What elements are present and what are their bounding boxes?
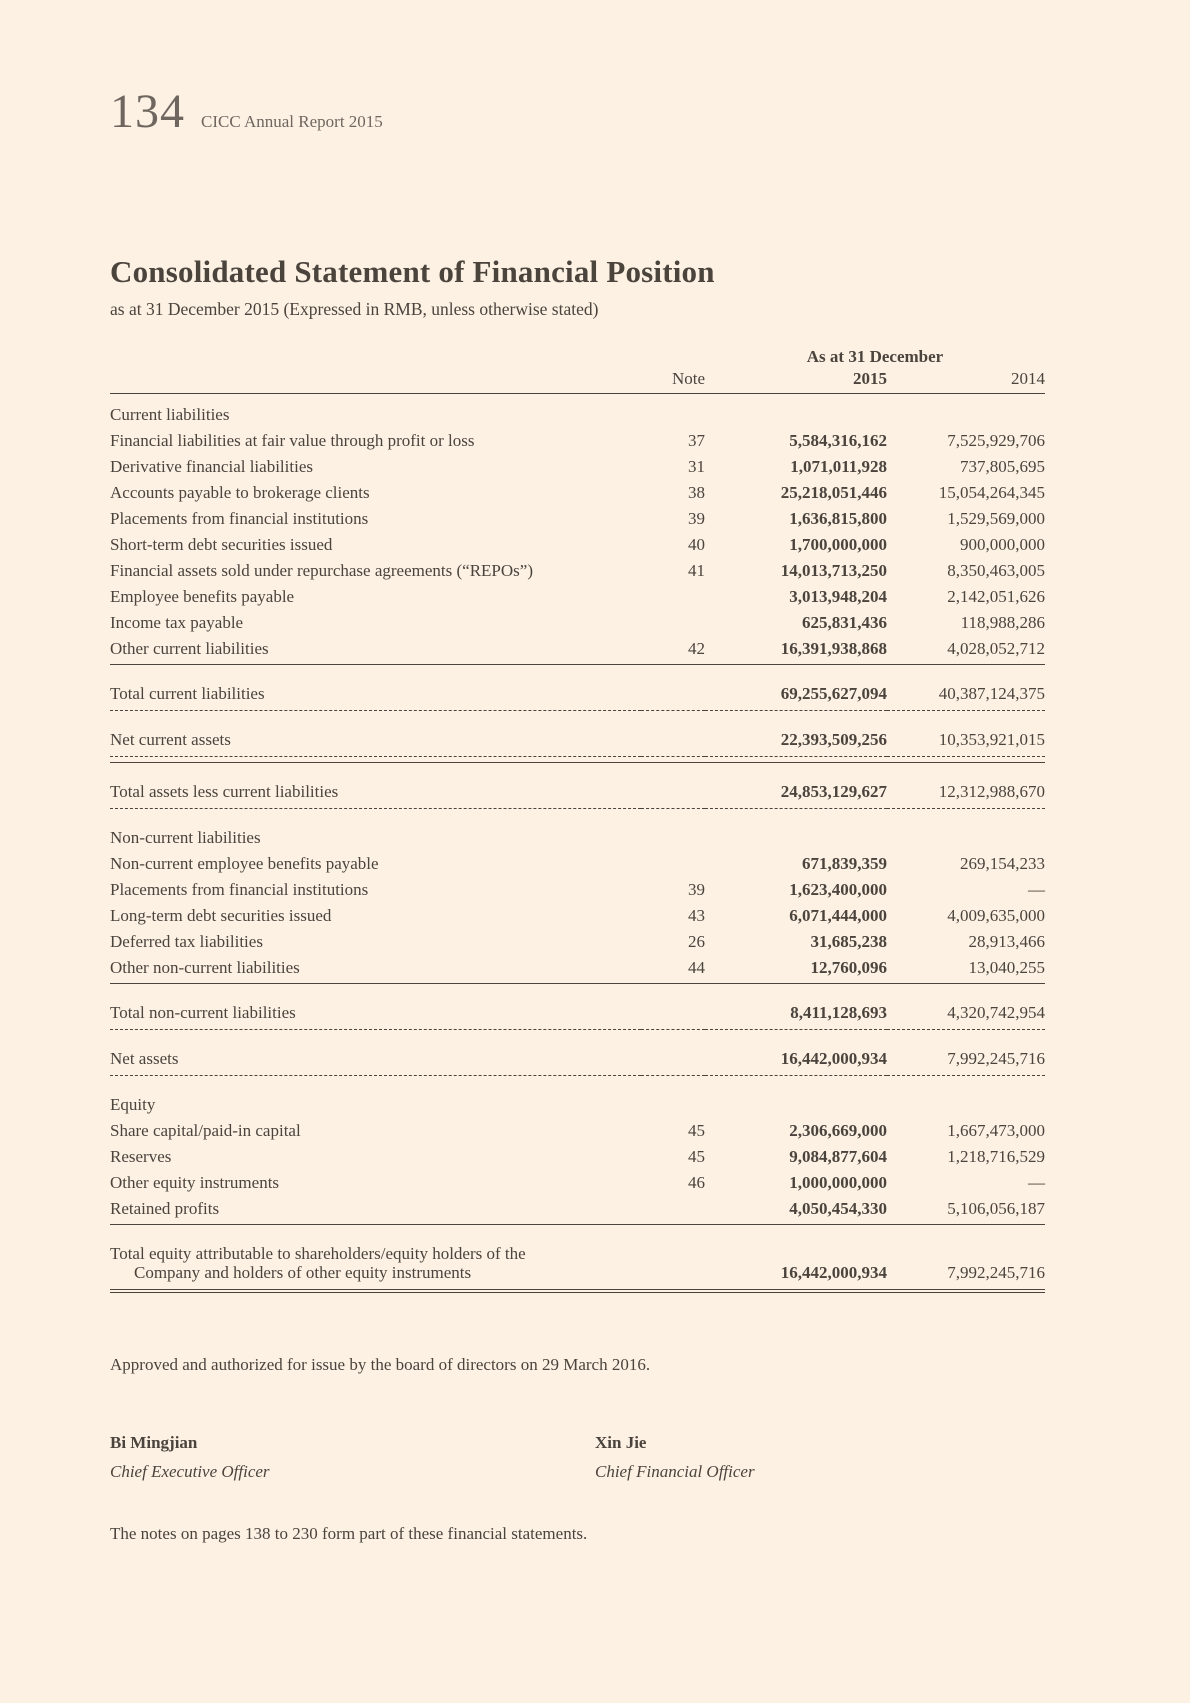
- table-row: [110, 532, 1045, 558]
- row-value-2015: 69,255,627,094: [705, 665, 887, 711]
- row-value-2014: 4,009,635,000: [947, 906, 1045, 925]
- row-value-2015: 1,700,000,000: [789, 535, 887, 554]
- row-value-2015: 4,050,454,330: [705, 1196, 887, 1225]
- row-value-2015: 8,411,128,693: [705, 984, 887, 1030]
- row-label: Deferred tax liabilities: [110, 932, 263, 951]
- row-label: Equity: [110, 1095, 156, 1114]
- row-note: 44: [641, 955, 705, 984]
- table-row: [110, 558, 1045, 584]
- row-note: [641, 394, 705, 429]
- signatory-cfo: [595, 1433, 1080, 1482]
- row-value-2015: 9,084,877,604: [789, 1147, 887, 1166]
- row-note: 42: [641, 636, 705, 665]
- row-label: Other non-current liabilities: [110, 955, 641, 984]
- row-value-2014: 1,667,473,000: [947, 1121, 1045, 1140]
- empty-cell: [641, 344, 705, 366]
- page-number: 134: [110, 85, 185, 138]
- row-note: 40: [688, 535, 705, 554]
- row-value-2015: 14,013,713,250: [780, 561, 887, 580]
- row-value-2014: 28,913,466: [968, 932, 1045, 951]
- table-row: [110, 454, 1045, 480]
- row-note: 39: [688, 880, 705, 899]
- row-note: [641, 984, 705, 1030]
- row-note: [641, 1076, 705, 1119]
- signatory-name: Xin Jie: [595, 1433, 647, 1452]
- row-value-2015: 16,442,000,934: [705, 1225, 887, 1290]
- row-value-2014: [887, 1076, 1045, 1119]
- row-value-2015: 16,442,000,934: [705, 1030, 887, 1076]
- signatory-name: Bi Mingjian: [110, 1433, 198, 1452]
- row-label: Placements from financial institutions: [110, 880, 369, 899]
- approval-statement: Approved and authorized for issue by the board of directors on 29 March 2016.: [110, 1355, 651, 1374]
- row-value-2014: 737,805,695: [960, 457, 1045, 476]
- row-label: Net assets: [110, 1030, 641, 1076]
- row-note: [641, 809, 705, 852]
- row-note: 38: [688, 483, 705, 502]
- row-label: Financial liabilities at fair value through profit or loss: [110, 431, 475, 450]
- row-value-2015: 16,391,938,868: [705, 636, 887, 665]
- table-row: [110, 506, 1045, 532]
- table-row: [110, 428, 1045, 454]
- row-value-2015: 2,306,669,000: [789, 1121, 887, 1140]
- table-row: [110, 903, 1045, 929]
- row-label: Reserves: [110, 1147, 172, 1166]
- row-value-2014: 15,054,264,345: [938, 483, 1045, 502]
- section-row: [110, 1076, 1045, 1119]
- row-note: 41: [688, 561, 705, 580]
- statement-page: [110, 254, 1045, 1544]
- financial-table-body: [110, 394, 1045, 1293]
- row-label: Other equity instruments: [110, 1173, 280, 1192]
- row-note: 43: [688, 906, 705, 925]
- row-value-2015: 1,623,400,000: [789, 880, 887, 899]
- signatures: [110, 1433, 1045, 1482]
- row-value-2014: 12,312,988,670: [887, 763, 1045, 809]
- table-row: [110, 955, 1045, 984]
- row-label: Total equity attributable to shareholders/equity holders of the Company and holders of other equity instruments: [110, 1225, 641, 1290]
- row-note: [641, 763, 705, 809]
- row-value-2014: 40,387,124,375: [887, 665, 1045, 711]
- row-value-2015: 625,831,436: [802, 613, 887, 632]
- year-2014-column-header: 2014: [887, 366, 1045, 394]
- table-row: [110, 610, 1045, 636]
- row-label: Accounts payable to brokerage clients: [110, 483, 370, 502]
- table-row: [110, 480, 1045, 506]
- table-row: [110, 584, 1045, 610]
- row-note: [641, 1030, 705, 1076]
- row-label: Non-current employee benefits payable: [110, 854, 379, 873]
- empty-cell: [110, 344, 641, 366]
- row-label: Net current assets: [110, 711, 641, 757]
- row-note: 45: [688, 1147, 705, 1166]
- row-note: 31: [688, 457, 705, 476]
- row-value-2015: 671,839,359: [802, 854, 887, 873]
- row-value-2015: 22,393,509,256: [705, 711, 887, 757]
- table-row: [110, 1225, 1045, 1290]
- row-value-2015: [705, 394, 887, 429]
- row-label: Short-term debt securities issued: [110, 535, 333, 554]
- row-label: Other current liabilities: [110, 636, 641, 665]
- section-row: [110, 394, 1045, 429]
- row-note: 26: [688, 932, 705, 951]
- notes-reference: The notes on pages 138 to 230 form part of these financial statements.: [110, 1524, 588, 1543]
- row-label: Current liabilities: [110, 405, 230, 424]
- row-value-2014: 1,218,716,529: [947, 1147, 1045, 1166]
- row-value-2015: 12,760,096: [705, 955, 887, 984]
- rule-row: [110, 1290, 1045, 1293]
- row-value-2014: [887, 394, 1045, 429]
- row-value-2014: 4,028,052,712: [887, 636, 1045, 665]
- table-row: [110, 1196, 1045, 1225]
- year-2015-column-header: 2015: [705, 366, 887, 394]
- table-row: [110, 851, 1045, 877]
- row-value-2014: 7,525,929,706: [947, 431, 1045, 450]
- row-note: [641, 851, 705, 877]
- signatory-ceo: [110, 1433, 595, 1482]
- page-header: [110, 85, 1045, 138]
- row-value-2014: 4,320,742,954: [887, 984, 1045, 1030]
- row-value-2015: 25,218,051,446: [780, 483, 887, 502]
- row-value-2014: 8,350,463,005: [947, 561, 1045, 580]
- row-value-2015: 6,071,444,000: [789, 906, 887, 925]
- table-row: [110, 1118, 1045, 1144]
- table-row: [110, 984, 1045, 1030]
- row-value-2014: 10,353,921,015: [887, 711, 1045, 757]
- row-label: Long-term debt securities issued: [110, 906, 332, 925]
- row-value-2014: 900,000,000: [960, 535, 1045, 554]
- table-row: [110, 636, 1045, 665]
- row-value-2014: 1,529,569,000: [947, 509, 1045, 528]
- row-label: Retained profits: [110, 1196, 641, 1225]
- page-title: Consolidated Statement of Financial Position: [110, 254, 715, 289]
- row-value-2015: 3,013,948,204: [789, 587, 887, 606]
- row-value-2014: 269,154,233: [960, 854, 1045, 873]
- row-value-2014: —: [1028, 1173, 1045, 1192]
- span-header: As at 31 December: [806, 347, 944, 366]
- row-label: Financial assets sold under repurchase agreements (“REPOs”): [110, 561, 533, 580]
- table-row: [110, 711, 1045, 757]
- row-label: Derivative financial liabilities: [110, 457, 313, 476]
- page-subtitle: as at 31 December 2015 (Expressed in RMB, unless otherwise stated): [110, 299, 599, 319]
- row-note: [641, 1225, 705, 1290]
- row-value-2014: 118,988,286: [960, 613, 1045, 632]
- section-row: [110, 809, 1045, 852]
- row-value-2015: 24,853,129,627: [705, 763, 887, 809]
- signatory-title: Chief Executive Officer: [110, 1462, 270, 1481]
- row-note: 39: [688, 509, 705, 528]
- row-value-2015: 1,000,000,000: [789, 1173, 887, 1192]
- table-row: [110, 877, 1045, 903]
- table-row: [110, 763, 1045, 809]
- row-label: Total non-current liabilities: [110, 984, 641, 1030]
- row-note: 45: [688, 1121, 705, 1140]
- row-value-2014: —: [1028, 880, 1045, 899]
- row-note: [641, 584, 705, 610]
- row-value-2015: 31,685,238: [810, 932, 887, 951]
- table-row: [110, 665, 1045, 711]
- row-value-2015: 1,636,815,800: [789, 509, 887, 528]
- financial-position-table: [110, 344, 1045, 1293]
- row-value-2014: [887, 809, 1045, 852]
- row-value-2015: [705, 1076, 887, 1119]
- row-value-2015: [705, 809, 887, 852]
- empty-cell: [110, 366, 641, 394]
- row-value-2014: 2,142,051,626: [947, 587, 1045, 606]
- row-note: [641, 665, 705, 711]
- table-row: [110, 1170, 1045, 1196]
- row-value-2015: 5,584,316,162: [789, 431, 887, 450]
- row-label: Total assets less current liabilities: [110, 763, 641, 809]
- table-row: [110, 1030, 1045, 1076]
- row-value-2014: 5,106,056,187: [887, 1196, 1045, 1225]
- rule-line: [110, 1290, 1045, 1293]
- row-value-2015: 1,071,011,928: [790, 457, 887, 476]
- note-column-header: Note: [641, 366, 705, 394]
- row-value-2014: 13,040,255: [887, 955, 1045, 984]
- row-note: [641, 711, 705, 757]
- row-note: 46: [688, 1173, 705, 1192]
- table-row: [110, 929, 1045, 955]
- table-row: [110, 1144, 1045, 1170]
- row-note: 37: [688, 431, 705, 450]
- row-label: Total current liabilities: [110, 665, 641, 711]
- row-label: Placements from financial institutions: [110, 509, 369, 528]
- row-label: Share capital/paid-in capital: [110, 1121, 301, 1140]
- row-note: [641, 1196, 705, 1225]
- column-header-row: [110, 366, 1045, 394]
- table-header: [110, 344, 1045, 394]
- report-name: CICC Annual Report 2015: [201, 112, 383, 131]
- span-header-row: [110, 344, 1045, 366]
- row-value-2014: 7,992,245,716: [887, 1225, 1045, 1290]
- row-value-2014: 7,992,245,716: [887, 1030, 1045, 1076]
- row-note: [641, 610, 705, 636]
- signatory-title: Chief Financial Officer: [595, 1462, 755, 1481]
- row-label: Non-current liabilities: [110, 828, 261, 847]
- row-label: Employee benefits payable: [110, 587, 295, 606]
- row-label: Income tax payable: [110, 613, 244, 632]
